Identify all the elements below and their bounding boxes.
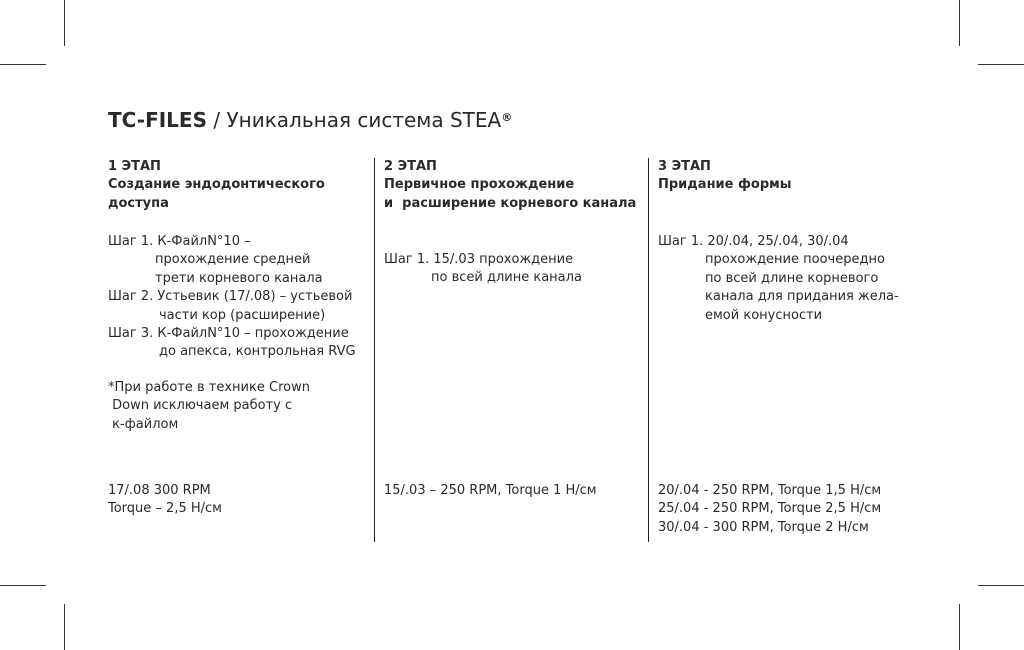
stage-heading-line: Первичное прохождение <box>384 177 575 193</box>
crop-mark-top-left-h <box>0 64 46 65</box>
step-prefix: Шаг 3. <box>108 326 158 342</box>
crop-mark-bottom-right-v <box>959 604 960 650</box>
stage-heading <box>658 176 958 194</box>
step-text: прохождение поочередно <box>705 252 885 268</box>
rpm-line: 30/.04 - 300 RPM, Torque 2 Н/см <box>658 519 869 535</box>
stage-heading-line: Создание эндодонтического <box>108 177 325 193</box>
stage-heading <box>384 176 646 213</box>
stage-column-2 <box>384 158 646 498</box>
step-item <box>108 325 356 362</box>
step-text: 20/.04, 25/.04, 30/.04 <box>707 234 849 249</box>
stage-label: 3 ЭТАП <box>658 159 711 174</box>
step-text: К-ФайлN°10 – <box>157 234 251 249</box>
stage-heading-line: Придание формы <box>658 177 792 193</box>
stage-column-1 <box>108 158 370 517</box>
step-text: 15/.03 прохождение <box>433 252 574 267</box>
rpm-line: 20/.04 - 250 RPM, Torque 1,5 Н/см <box>658 483 882 498</box>
stage-column-3 <box>658 158 958 535</box>
step-item <box>108 233 356 288</box>
step-item <box>384 251 582 288</box>
step-text: канала для придания жела- <box>705 289 899 305</box>
rpm-settings <box>108 482 222 519</box>
crop-mark-top-right-h <box>978 64 1024 65</box>
stage-label: 1 ЭТАП <box>108 159 161 174</box>
steps-list <box>658 233 899 325</box>
step-text: емой конусности <box>705 307 823 323</box>
step-item <box>658 233 899 325</box>
steps-list <box>384 251 582 288</box>
rpm-settings <box>658 482 881 537</box>
crop-mark-top-right-v <box>959 0 960 46</box>
step-text: части кор (расширение) <box>159 307 326 323</box>
step-prefix: Шаг 2. <box>108 289 158 305</box>
step-text: по всей длине канала <box>431 270 582 286</box>
step-text: трети корневого канала <box>155 270 323 286</box>
footnote-line: к-файлом <box>108 416 179 432</box>
step-text: до апекса, контрольная RVG <box>159 344 356 360</box>
page-title <box>108 106 512 134</box>
rpm-line: 15/.03 – 250 RPM, Torque 1 Н/см <box>384 483 597 498</box>
crop-mark-bottom-right-h <box>978 585 1024 586</box>
step-prefix: Шаг 1. <box>384 252 434 267</box>
rpm-settings <box>384 482 597 500</box>
footnote-line: *При работе в технике Crown <box>108 380 310 395</box>
stage-heading-line: и расширение корневого канала <box>384 195 637 211</box>
title-brand: TC-FILES <box>108 108 207 132</box>
step-text: по всей длине корневого <box>705 270 879 286</box>
rpm-line: 17/.08 300 RPM <box>108 483 211 498</box>
stage-label: 2 ЭТАП <box>384 159 437 174</box>
rpm-line: 25/.04 - 250 RPM, Torque 2,5 Н/см <box>658 501 882 517</box>
column-divider-2 <box>648 158 649 542</box>
step-prefix: Шаг 1. <box>108 234 158 249</box>
steps-list <box>108 233 356 362</box>
step-text: Устьевик (17/.08) – устьевой <box>157 289 353 305</box>
column-divider-1 <box>374 158 375 542</box>
title-subtitle: Уникальная система STEA <box>226 108 502 132</box>
rpm-line: Torque – 2,5 Н/см <box>108 501 222 517</box>
title-separator: / <box>207 108 227 132</box>
stage-heading-line: доступа <box>108 195 169 211</box>
crop-mark-bottom-left-h <box>0 585 46 586</box>
footnote <box>108 379 310 434</box>
step-item <box>108 288 356 325</box>
step-prefix: Шаг 1. <box>658 234 708 249</box>
footnote-line: Down исключаем работу с <box>108 398 293 414</box>
stage-heading <box>108 176 370 213</box>
step-text: прохождение средней <box>155 252 311 268</box>
step-text: К-ФайлN°10 – прохождение <box>157 326 349 342</box>
crop-mark-top-left-v <box>64 0 65 46</box>
crop-mark-bottom-left-v <box>64 604 65 650</box>
registered-mark: ® <box>501 111 513 124</box>
